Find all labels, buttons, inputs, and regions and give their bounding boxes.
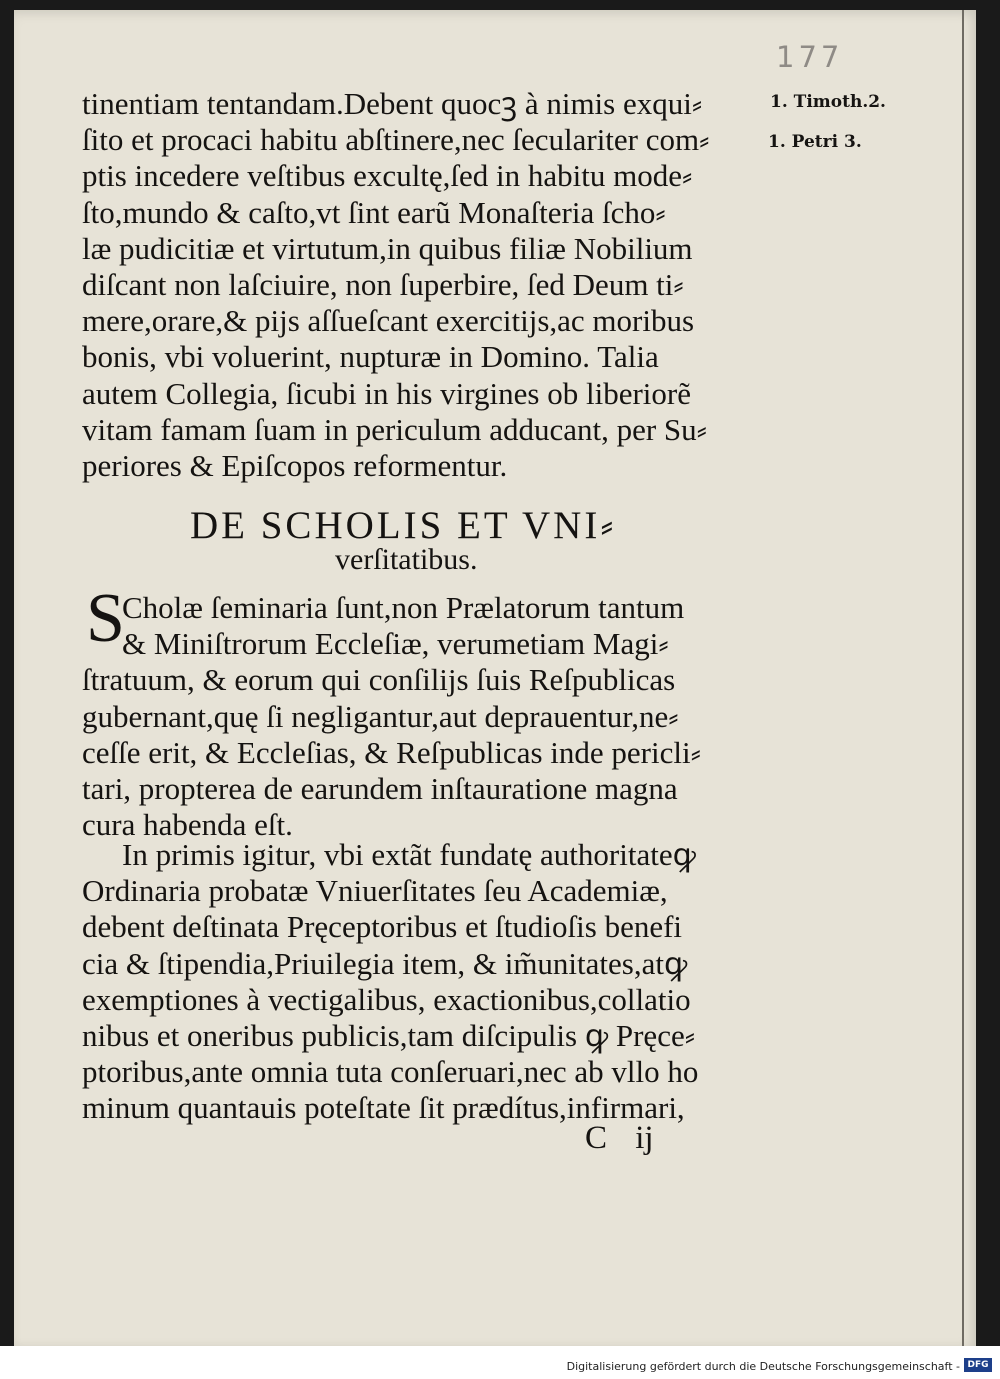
drop-cap: S <box>86 580 125 657</box>
section-heading-continued: verſitatibus. <box>335 543 478 576</box>
paragraph-1 <box>82 86 709 484</box>
text-line: periores & Epiſcopos reformentur. <box>82 447 508 483</box>
text-line: Ordinaria probatæ Vniuerſitates ſeu Academiæ, <box>82 873 668 909</box>
margin-note-timothy: 1. Timoth.2. <box>770 92 886 112</box>
text-line: debent deſtinata Pręceptoribus et ſtudioſis benefi <box>82 909 683 945</box>
text-line: gubernant,quę ſi negligantur,aut deprauentur,ne⸗ <box>82 698 679 734</box>
text-line: diſcant non laſciuire, non ſuperbire, ſed Deum ti⸗ <box>82 266 684 302</box>
text-line: vitam famam ſuam in periculum adducant, per Su⸗ <box>82 411 707 447</box>
text-line: bonis, vbi voluerint, nupturæ in Domino. Talia <box>82 339 659 375</box>
margin-note-petri: 1. Petri 3. <box>768 132 862 152</box>
text-line: minum quantauis poteſtate ſit prædítus,infirmari, <box>82 1090 685 1126</box>
page-edge <box>962 10 964 1346</box>
text-line: nibus et oneribus publicis,tam diſcipulis ꝙ Pręce⸗ <box>82 1017 696 1053</box>
folio-number: 177 <box>776 40 844 74</box>
footer-bar <box>0 1346 1000 1379</box>
dfg-logo: DFG <box>964 1358 992 1372</box>
text-line: ſtratuum, & eorum qui conſilijs ſuis Reſpublicas <box>82 662 676 698</box>
text-line: tari, propterea de earundem inſtauratione magna <box>82 770 678 806</box>
funding-credit: Digitalisierung gefördert durch die Deutsche Forschungsgemeinschaft - <box>566 1360 960 1373</box>
text-line: tinentiam tentandam.Debent quocꝫ à nimis exqui⸗ <box>82 86 703 121</box>
text-line: ceſſe erit, & Eccleſias, & Reſpublicas inde pericli⸗ <box>82 734 701 770</box>
text-line: ſito et procaci habitu abſtinere,nec ſeculariter com⸗ <box>82 122 710 158</box>
text-line: autem Collegia, ſicubi in his virgines ob liberiorẽ <box>82 375 691 411</box>
text-line: cura habenda eſt. <box>82 807 293 843</box>
paragraph-2 <box>82 590 701 843</box>
paragraph-3 <box>82 837 698 1127</box>
text-line: Cholæ ſeminaria ſunt,non Prælatorum tantum <box>122 590 685 625</box>
text-line: In primis igitur, vbi extãt fundatę authoritateꝙ <box>122 837 696 872</box>
text-line: ptoribus,ante omnia tuta conſeruari,nec ab vllo ho <box>82 1054 699 1090</box>
text-line: exemptiones à vectigalibus, exactionibus,collatio <box>82 981 691 1017</box>
text-line: ptis incedere veſtibus excultę,ſed in habitu mode⸗ <box>82 158 693 194</box>
text-line: cia & ſtipendia,Priuilegia item, & im̃unitates,atꝙ <box>82 945 688 981</box>
text-line: mere,orare,& pijs aſſueſcant exercitijs,ac moribus <box>82 303 695 339</box>
signature-mark: C ij <box>585 1120 654 1156</box>
text-line: læ pudicitiæ et virtutum,in quibus filiæ Nobilium <box>82 230 693 266</box>
text-line: ſto,mundo & caſto,vt ſint earũ Monaſteria ſcho⸗ <box>82 194 666 230</box>
text-line: & Miniſtrorum Eccleſiæ, verumetiam Magi⸗ <box>122 626 669 662</box>
section-heading: DE SCHOLIS ET VNI⸗ <box>190 504 617 547</box>
